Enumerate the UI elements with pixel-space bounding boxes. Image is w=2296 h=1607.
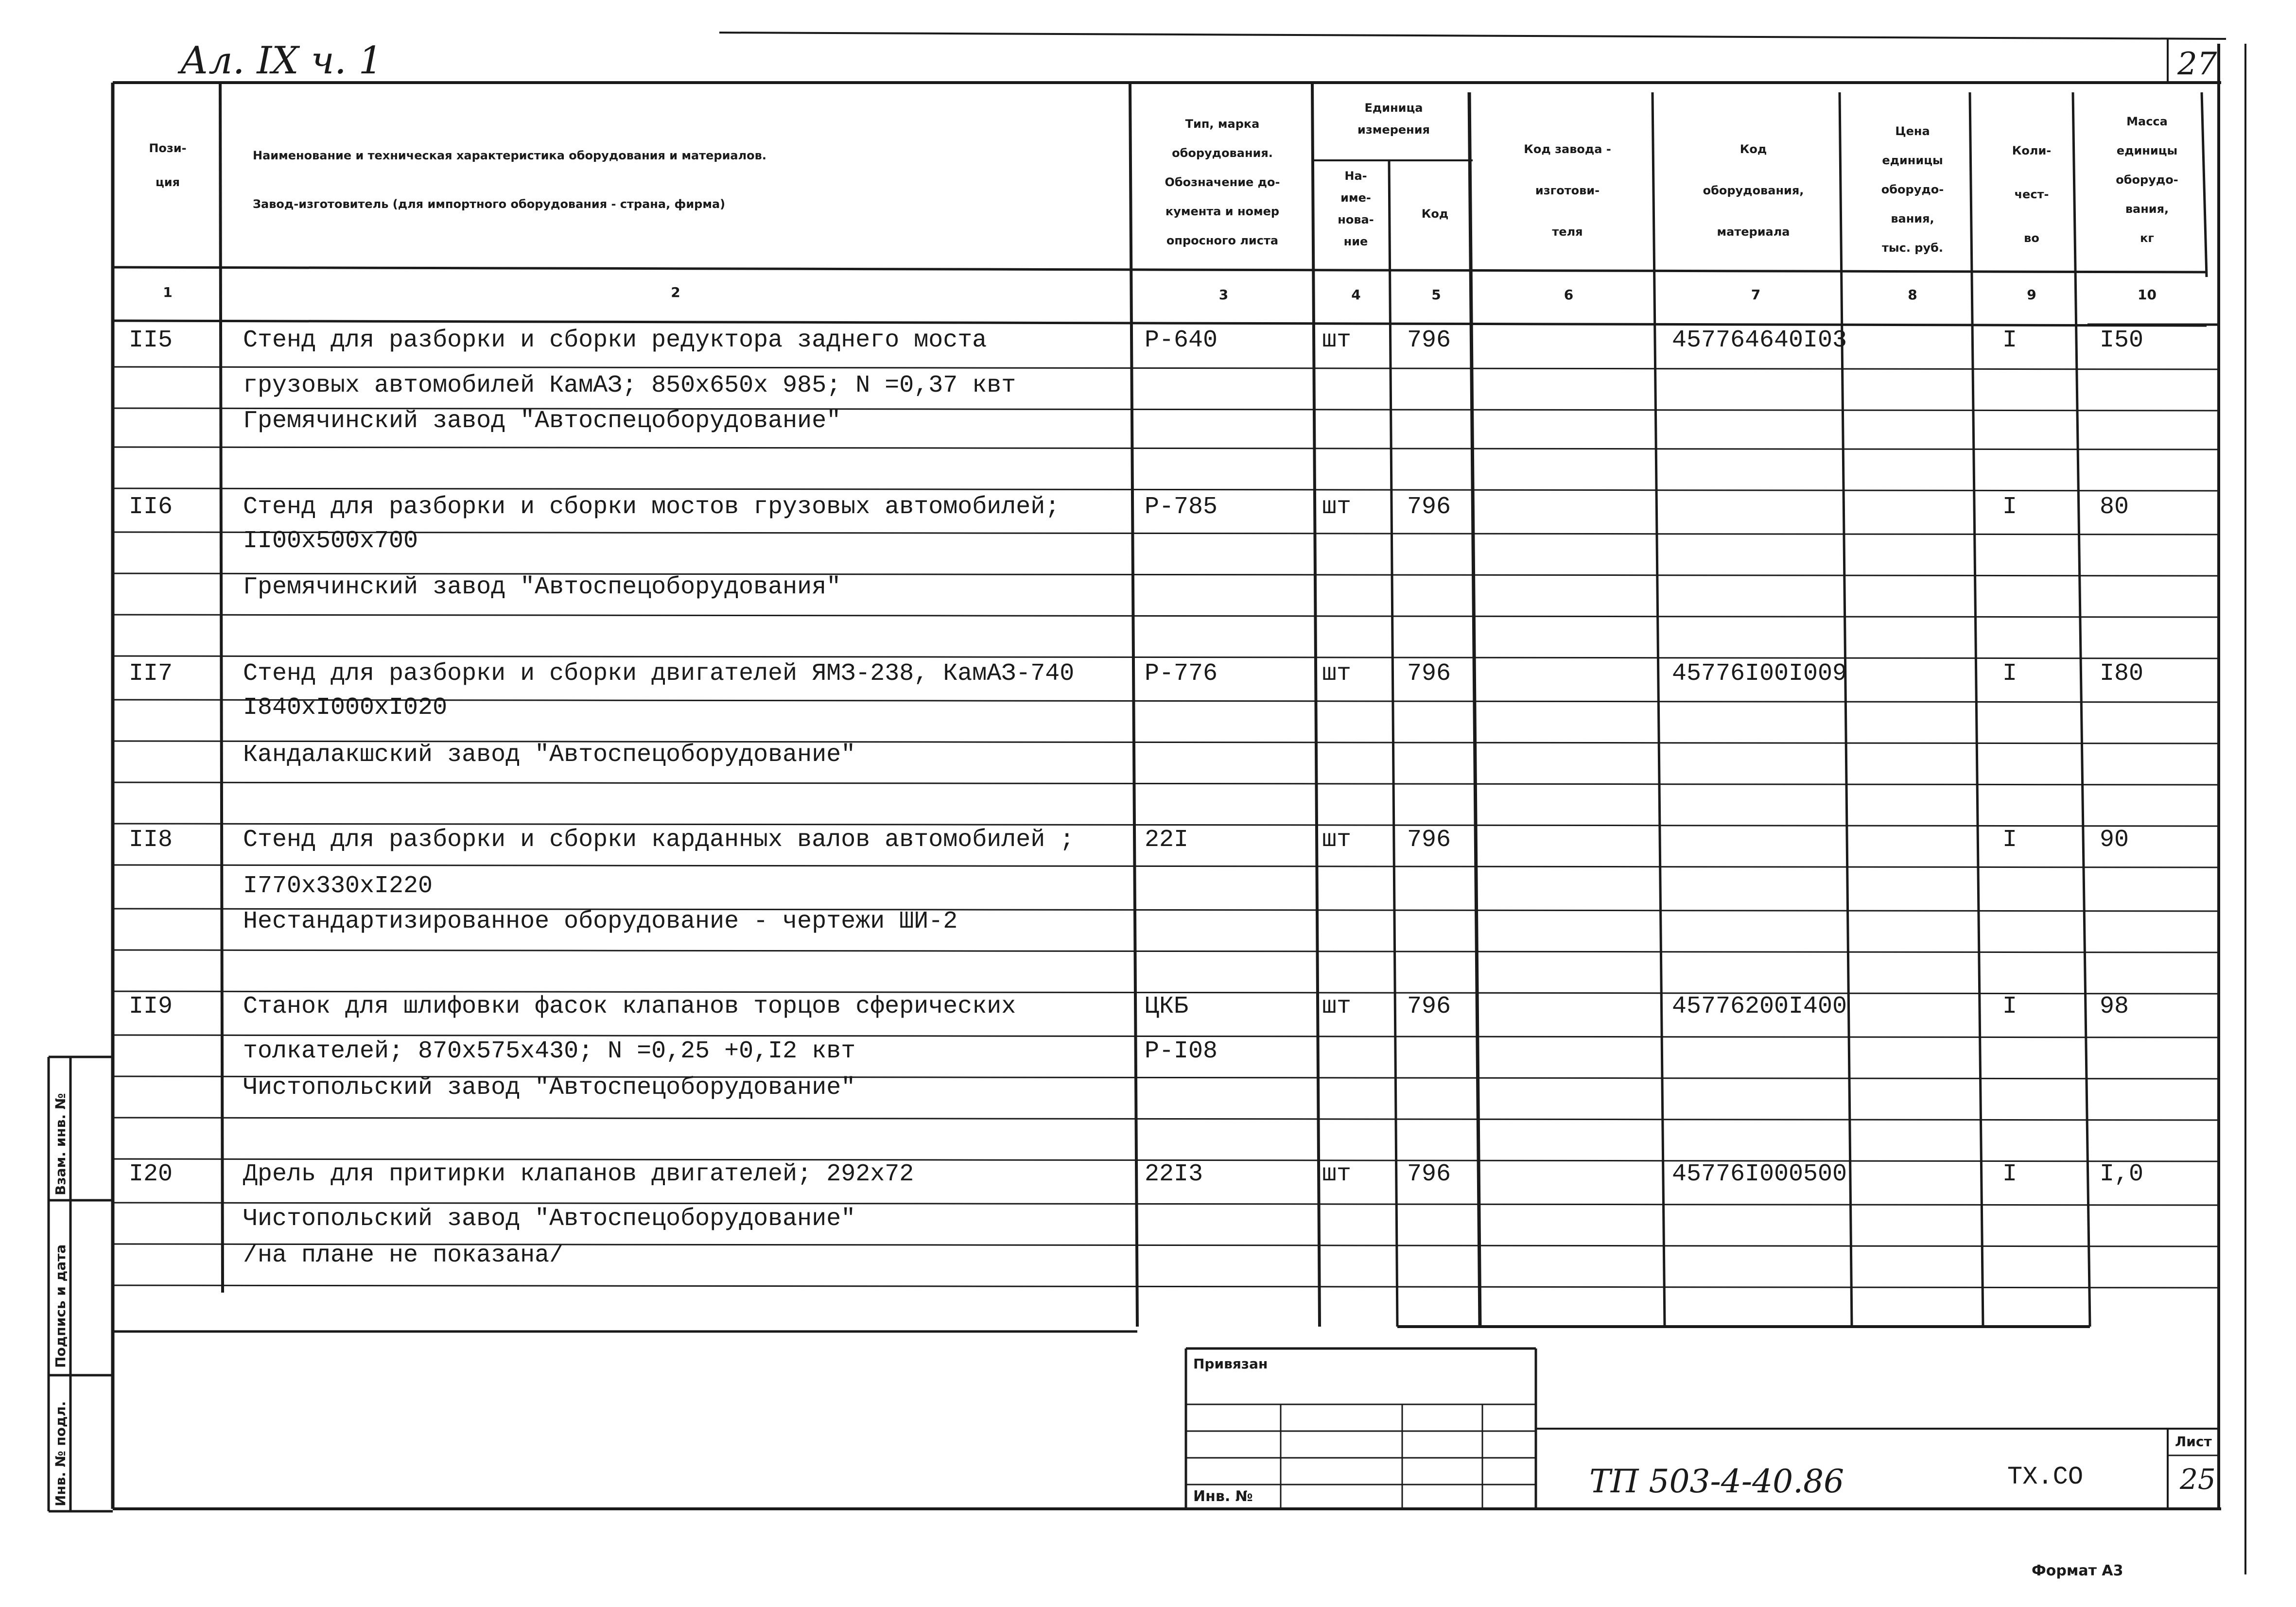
row-unit: шт — [1322, 660, 1352, 688]
row-equipment-code: 45776I00I009 — [1672, 660, 1847, 688]
header-line: тыс. руб. — [1881, 241, 1943, 255]
side-label-sign-date: Подпись и дата — [52, 1244, 69, 1368]
column-number: 6 — [1564, 287, 1574, 303]
header-line: ние — [1343, 235, 1368, 248]
header-unit-code: Код — [1421, 207, 1449, 221]
row-description: II00x500x700 — [243, 527, 418, 555]
row-description: Нестандартизированное оборудование - чертежи ШИ-2 — [243, 908, 958, 935]
row-description: Стенд для разборки и сборки двигателей ЯМЗ-238, КамАЗ-740 — [243, 660, 1075, 688]
header-equipment-code — [1665, 129, 1842, 253]
header-line: кг — [2140, 231, 2154, 245]
stamp-inv-label: Инв. № — [1193, 1488, 1253, 1505]
row-unit: шт — [1322, 493, 1352, 521]
row-description: Гремячинский завод "Автоспецоборудования" — [243, 573, 841, 601]
row-quantity: I — [2002, 1160, 2018, 1188]
row-equipment-code: 45776200I400 — [1672, 993, 1847, 1020]
row-unit-code: 796 — [1407, 993, 1451, 1020]
header-line: материала — [1717, 225, 1790, 239]
row-description: Стенд для разборки и сборки редуктора заднего моста — [243, 327, 987, 354]
header-name — [253, 131, 1055, 228]
row-unit-code: 796 — [1407, 826, 1451, 854]
header-line: изготови- — [1535, 184, 1600, 197]
header-line: Цена — [1895, 124, 1930, 138]
row-mass: I50 — [2100, 327, 2144, 354]
header-type — [1135, 109, 1310, 255]
sheet-label: Лист — [2175, 1434, 2212, 1450]
row-quantity: I — [2002, 993, 2018, 1020]
row-description: I770x330xI220 — [243, 872, 433, 900]
row-description: Стенд для разборки и сборки мостов грузовых автомобилей; — [243, 493, 1060, 521]
row-equipment-code: 45776I000500 — [1672, 1160, 1847, 1188]
row-equipment-code: 457764640I03 — [1672, 327, 1847, 354]
header-line: Тип, марка — [1185, 117, 1260, 131]
header-quantity — [1983, 129, 2080, 260]
row-description: Стенд для разборки и сборки карданных валов автомобилей ; — [243, 826, 1075, 854]
row-type: ЦКБ — [1145, 993, 1189, 1020]
header-line: вания, — [1891, 212, 1934, 225]
row-type: Р-785 — [1145, 493, 1218, 521]
row-description: Дрель для притирки клапанов двигателей; 292x72 — [243, 1160, 914, 1188]
row-mass: 90 — [2100, 826, 2129, 854]
header-line: оборудования, — [1703, 184, 1804, 197]
side-label-inv-orig: Инв. № подл. — [52, 1401, 69, 1506]
document-code: ТП 503-4-40.86 — [1589, 1463, 1844, 1500]
page-number: 27 — [2177, 46, 2217, 82]
row-mass: 80 — [2100, 493, 2129, 521]
row-description: I840xI000xI020 — [243, 694, 448, 722]
row-quantity: I — [2002, 493, 2018, 521]
row-description: Кандалакшский завод "Автоспецоборудование" — [243, 741, 856, 769]
row-position: II8 — [129, 826, 173, 854]
row-quantity: I — [2002, 660, 2018, 688]
document-mark: ТХ.СО — [2007, 1463, 2084, 1491]
row-description: Станок для шлифовки фасок клапанов торцов сферических — [243, 993, 1016, 1020]
header-line: чест- — [2014, 188, 2049, 201]
column-number: 9 — [2027, 287, 2036, 303]
header-line: Завод-изготовитель (для импортного оборудования - страна, фирма) — [253, 197, 726, 211]
header-line: На- — [1344, 169, 1367, 183]
header-line: Код завода - — [1524, 142, 1611, 156]
row-unit: шт — [1322, 1160, 1352, 1188]
row-unit: шт — [1322, 993, 1352, 1020]
row-position: II7 — [129, 660, 173, 688]
header-line: кумента и номер — [1165, 205, 1280, 218]
stamp-linked-label: Привязан — [1193, 1356, 1268, 1372]
row-description: /на плане не показана/ — [243, 1242, 564, 1269]
header-line: вания, — [2125, 202, 2169, 216]
row-description: Чистопольский завод "Автоспецоборудование" — [243, 1205, 856, 1233]
row-quantity: I — [2002, 826, 2018, 854]
row-unit-code: 796 — [1407, 660, 1451, 688]
header-line: Код — [1739, 142, 1767, 156]
row-description: Чистопольский завод "Автоспецоборудование" — [243, 1074, 856, 1102]
header-position — [122, 131, 214, 199]
header-line: опросного листа — [1166, 234, 1279, 247]
header-line: Коли- — [2012, 144, 2052, 157]
header-line: име- — [1340, 191, 1371, 205]
header-unit — [1317, 97, 1470, 141]
row-unit: шт — [1322, 826, 1352, 854]
column-number: 4 — [1351, 287, 1361, 303]
format-label: Формат А3 — [2032, 1562, 2123, 1579]
header-price — [1852, 117, 1973, 262]
row-position: II9 — [129, 993, 173, 1020]
header-unit-name — [1318, 165, 1393, 253]
header-line: нова- — [1338, 213, 1374, 226]
column-number: 8 — [1908, 287, 1917, 303]
side-label-replace-inv: Взам. инв. № — [52, 1093, 69, 1195]
row-mass: I,0 — [2100, 1160, 2144, 1188]
header-line: оборудо- — [1881, 183, 1944, 196]
header-line: оборудо- — [2116, 173, 2178, 187]
row-unit: шт — [1322, 327, 1352, 354]
row-position: II5 — [129, 327, 173, 354]
header-line: измерения — [1357, 123, 1430, 137]
header-line: Наименование и техническая характеристика оборудования и материалов. — [253, 149, 766, 162]
column-number: 2 — [671, 284, 680, 300]
column-number: 5 — [1431, 287, 1441, 303]
header-line: теля — [1552, 225, 1583, 239]
row-type: 22I3 — [1145, 1160, 1203, 1188]
header-line: единицы — [2116, 144, 2178, 157]
row-unit-code: 796 — [1407, 493, 1451, 521]
row-type: Р-640 — [1145, 327, 1218, 354]
column-number: 1 — [163, 284, 173, 300]
row-position: II6 — [129, 493, 173, 521]
header-mass — [2090, 107, 2204, 253]
row-description: грузовых автомобилей КамАЗ; 850x650x 985; N =0,37 квт — [243, 372, 1016, 399]
header-line: Единица — [1364, 101, 1423, 115]
row-mass: I80 — [2100, 660, 2144, 688]
header-line: Обозначение до- — [1165, 175, 1280, 189]
row-quantity: I — [2002, 327, 2018, 354]
header-plant-code — [1480, 129, 1655, 253]
column-number: 7 — [1751, 287, 1761, 303]
header-line: Пози- — [149, 141, 187, 155]
column-number: 3 — [1218, 287, 1229, 303]
header-line: Масса — [2126, 115, 2168, 128]
header-line: ция — [155, 175, 180, 189]
row-unit-code: 796 — [1407, 327, 1451, 354]
sheet-number: 25 — [2180, 1463, 2216, 1496]
row-type: Р-776 — [1145, 660, 1218, 688]
header-line: во — [2024, 231, 2039, 245]
row-type: Р-I08 — [1145, 1037, 1218, 1065]
handwritten-note: Ал. IX ч. 1 — [180, 39, 383, 83]
column-number: 10 — [2138, 287, 2157, 303]
row-position: I20 — [129, 1160, 173, 1188]
row-unit-code: 796 — [1407, 1160, 1451, 1188]
row-type: 22I — [1145, 826, 1189, 854]
header-line: единицы — [1882, 154, 1943, 167]
row-description: Гремячинский завод "Автоспецоборудование" — [243, 407, 841, 435]
row-description: толкателей; 870x575x430; N =0,25 +0,I2 квт — [243, 1037, 856, 1065]
header-line: оборудования. — [1172, 146, 1273, 160]
row-mass: 98 — [2100, 993, 2129, 1020]
